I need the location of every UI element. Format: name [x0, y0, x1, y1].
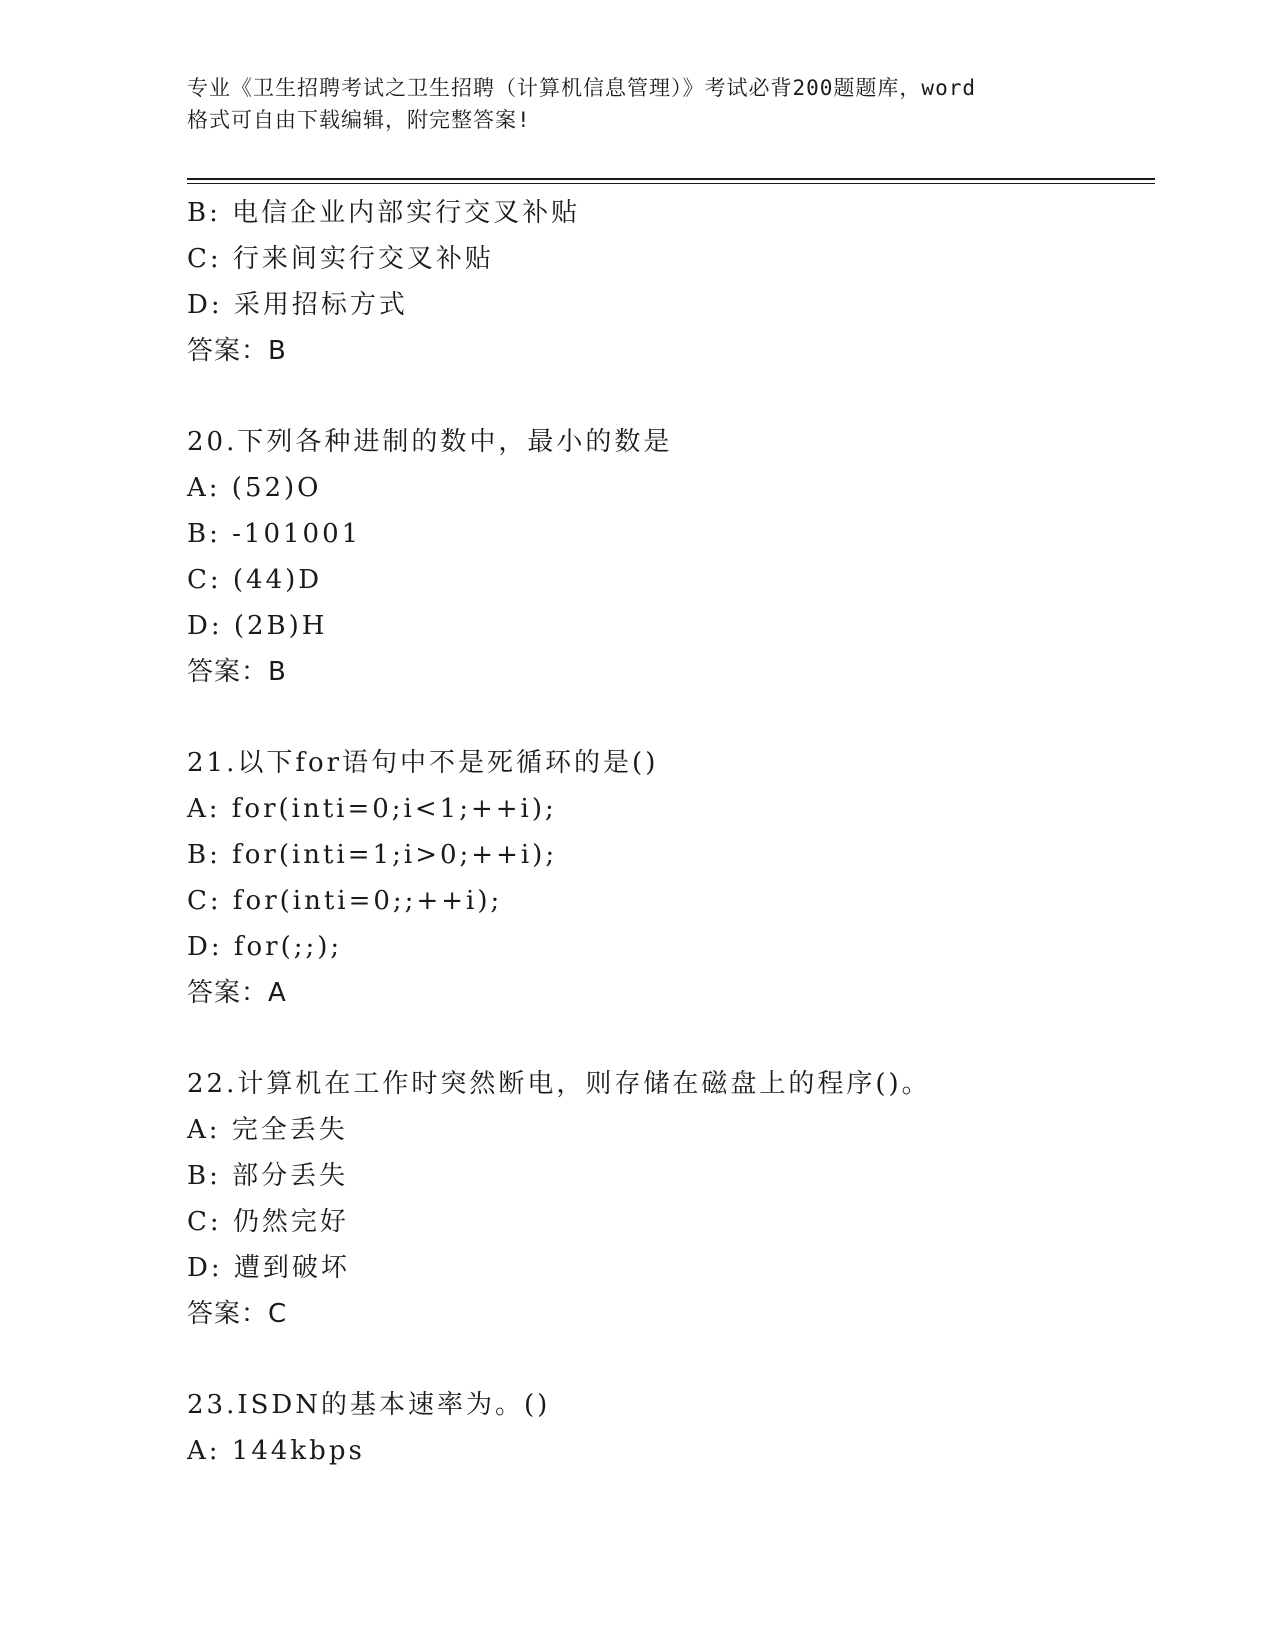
question-list	[187, 190, 1155, 1474]
answer-line: 答案：A	[187, 978, 287, 1008]
header-divider-thick	[187, 178, 1155, 180]
option-c: C: 仍然完好	[187, 1207, 349, 1237]
option-d: D: 遭到破坏	[187, 1253, 350, 1283]
option-c: C: (44)D	[187, 565, 323, 595]
option-b: B: 部分丢失	[187, 1161, 349, 1191]
option-d: D: (2B)H	[187, 611, 328, 641]
header-line-2: 格式可自由下载编辑，附完整答案!	[187, 108, 531, 132]
question-stem: 20.下列各种进制的数中，最小的数是	[187, 427, 673, 457]
option-b: B: -101001	[187, 519, 362, 549]
option-c: C: for(inti=0;;++i);	[187, 886, 503, 916]
option-a: A: (52)O	[187, 473, 322, 503]
option-a: A: 完全丢失	[187, 1115, 348, 1145]
option-d: D: 采用招标方式	[187, 290, 408, 320]
answer-line: 答案：B	[187, 336, 287, 366]
question-stem: 21.以下for语句中不是死循环的是()	[187, 748, 659, 778]
option-d: D: for(;;);	[187, 932, 343, 962]
document-header	[187, 72, 1087, 136]
question-stem: 23.ISDN的基本速率为。()	[187, 1390, 551, 1420]
answer-line: 答案：C	[187, 1299, 288, 1329]
option-b: B: for(inti=1;i>0;++i);	[187, 840, 558, 870]
answer-line: 答案：B	[187, 657, 287, 687]
option-a: A: for(inti=0;i<1;++i);	[187, 794, 557, 824]
option-c: C: 行来间实行交叉补贴	[187, 244, 494, 274]
header-line-1: 专业《卫生招聘考试之卫生招聘（计算机信息管理）》考试必背200题题库，word	[187, 76, 976, 100]
header-divider-thin	[187, 183, 1155, 184]
option-a: A: 144kbps	[187, 1436, 365, 1466]
question-stem: 22.计算机在工作时突然断电，则存储在磁盘上的程序()。	[187, 1069, 931, 1099]
option-b: B: 电信企业内部实行交叉补贴	[187, 198, 581, 228]
